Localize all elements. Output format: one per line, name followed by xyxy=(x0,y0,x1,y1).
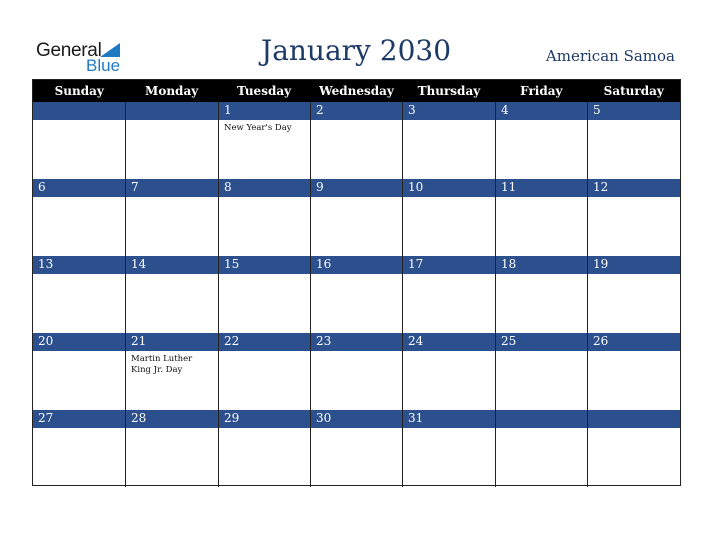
day-number: 30 xyxy=(316,411,332,425)
day-number-bar xyxy=(219,102,310,120)
day-number: 21 xyxy=(131,334,147,348)
day-number: 9 xyxy=(316,180,324,194)
weekday-wednesday: Wednesday xyxy=(319,84,394,98)
day-number: 4 xyxy=(501,103,509,117)
calendar-title: January 2030 xyxy=(260,34,452,67)
day-number: 8 xyxy=(224,180,232,194)
day-cell[interactable] xyxy=(33,410,125,487)
day-cell[interactable] xyxy=(125,333,218,410)
region-label: American Samoa xyxy=(545,47,675,65)
day-cell[interactable] xyxy=(125,256,218,333)
day-cell[interactable] xyxy=(218,102,310,179)
day-cell[interactable] xyxy=(402,102,495,179)
day-number: 20 xyxy=(38,334,54,348)
weekday-monday: Monday xyxy=(145,84,199,98)
day-number-bar xyxy=(33,333,125,351)
day-number-bar xyxy=(311,333,402,351)
day-cell[interactable] xyxy=(310,333,402,410)
day-number-bar xyxy=(33,410,125,428)
weekday-header xyxy=(33,80,680,102)
weekday-thursday: Thursday xyxy=(417,84,481,98)
day-number: 3 xyxy=(408,103,416,117)
day-number-bar xyxy=(403,179,495,197)
day-number-bar xyxy=(588,410,680,428)
day-number-bar xyxy=(219,410,310,428)
day-number-bar xyxy=(219,256,310,274)
day-number-bar xyxy=(219,333,310,351)
day-cell[interactable] xyxy=(402,333,495,410)
day-number: 19 xyxy=(593,257,609,271)
day-number-bar xyxy=(588,333,680,351)
logo-word-blue: Blue xyxy=(86,56,121,75)
weekday-friday: Friday xyxy=(520,84,563,98)
day-number-bar xyxy=(126,256,218,274)
day-number-bar xyxy=(403,102,495,120)
day-number-bar xyxy=(403,256,495,274)
day-number-bar xyxy=(588,256,680,274)
week-row xyxy=(33,102,680,179)
day-number-bar xyxy=(219,179,310,197)
day-number-bar xyxy=(496,102,587,120)
day-number-bar xyxy=(33,256,125,274)
day-cell[interactable] xyxy=(125,410,218,487)
day-number: 28 xyxy=(131,411,147,425)
day-number-bar xyxy=(126,179,218,197)
day-number-bar xyxy=(496,179,587,197)
day-number: 17 xyxy=(408,257,424,271)
day-cell[interactable] xyxy=(218,333,310,410)
day-number-bar xyxy=(496,410,587,428)
day-cell[interactable] xyxy=(33,256,125,333)
day-number-bar xyxy=(403,333,495,351)
day-cell[interactable] xyxy=(33,102,125,179)
day-cell[interactable] xyxy=(587,102,680,179)
day-cell[interactable] xyxy=(587,333,680,410)
day-cell[interactable] xyxy=(402,256,495,333)
week-row xyxy=(33,179,680,256)
week-row xyxy=(33,256,680,333)
holiday-label: Martin Luther King Jr. Day xyxy=(131,354,193,375)
day-number-bar xyxy=(588,179,680,197)
day-number-bar xyxy=(311,410,402,428)
weekday-saturday: Saturday xyxy=(603,84,664,98)
day-cell[interactable] xyxy=(310,179,402,256)
day-number: 15 xyxy=(224,257,240,271)
day-cell[interactable] xyxy=(310,256,402,333)
day-number: 23 xyxy=(316,334,332,348)
day-number-bar xyxy=(311,102,402,120)
day-cell[interactable] xyxy=(587,179,680,256)
day-number-bar xyxy=(33,102,125,120)
day-cell[interactable] xyxy=(125,179,218,256)
day-number-bar xyxy=(126,102,218,120)
day-number-bar xyxy=(33,179,125,197)
day-number: 6 xyxy=(38,180,46,194)
day-number: 10 xyxy=(408,180,424,194)
day-number: 12 xyxy=(593,180,609,194)
day-number: 16 xyxy=(316,257,332,271)
day-cell[interactable] xyxy=(495,256,587,333)
day-number: 11 xyxy=(501,180,517,194)
day-number-bar xyxy=(126,410,218,428)
day-number: 13 xyxy=(38,257,54,271)
day-cell[interactable] xyxy=(495,102,587,179)
weekday-sunday: Sunday xyxy=(54,84,104,98)
day-cell[interactable] xyxy=(495,333,587,410)
day-cell[interactable] xyxy=(495,179,587,256)
day-number: 22 xyxy=(224,334,240,348)
day-cell[interactable] xyxy=(402,179,495,256)
day-number: 24 xyxy=(408,334,424,348)
day-cell[interactable] xyxy=(33,179,125,256)
day-number: 26 xyxy=(593,334,609,348)
day-number-bar xyxy=(126,333,218,351)
day-number-bar xyxy=(311,256,402,274)
day-number-bar xyxy=(311,179,402,197)
day-cell[interactable] xyxy=(125,102,218,179)
day-cell[interactable] xyxy=(495,410,587,487)
day-cell[interactable] xyxy=(310,102,402,179)
weekday-tuesday: Tuesday xyxy=(237,84,292,98)
day-number: 2 xyxy=(316,103,324,117)
day-cell[interactable] xyxy=(218,410,310,487)
day-number: 7 xyxy=(131,180,139,194)
day-number-bar xyxy=(496,333,587,351)
day-cell[interactable] xyxy=(402,410,495,487)
day-number: 5 xyxy=(593,103,601,117)
day-cell[interactable] xyxy=(218,179,310,256)
day-number-bar xyxy=(403,410,495,428)
day-cell[interactable] xyxy=(310,410,402,487)
day-number-bar xyxy=(588,102,680,120)
day-number: 25 xyxy=(501,334,517,348)
day-number: 29 xyxy=(224,411,240,425)
day-number-bar xyxy=(496,256,587,274)
day-cell[interactable] xyxy=(587,256,680,333)
day-number: 31 xyxy=(408,411,424,425)
day-cell[interactable] xyxy=(218,256,310,333)
week-row xyxy=(33,410,680,487)
day-number: 1 xyxy=(224,103,232,117)
day-number: 14 xyxy=(131,257,147,271)
day-cell[interactable] xyxy=(33,333,125,410)
day-cell[interactable] xyxy=(587,410,680,487)
day-number: 27 xyxy=(38,411,54,425)
day-number: 18 xyxy=(501,257,517,271)
holiday-label: New Year's Day xyxy=(224,123,292,133)
week-row xyxy=(33,333,680,410)
calendar-grid xyxy=(32,79,681,486)
logo-word-general: General xyxy=(36,40,102,61)
